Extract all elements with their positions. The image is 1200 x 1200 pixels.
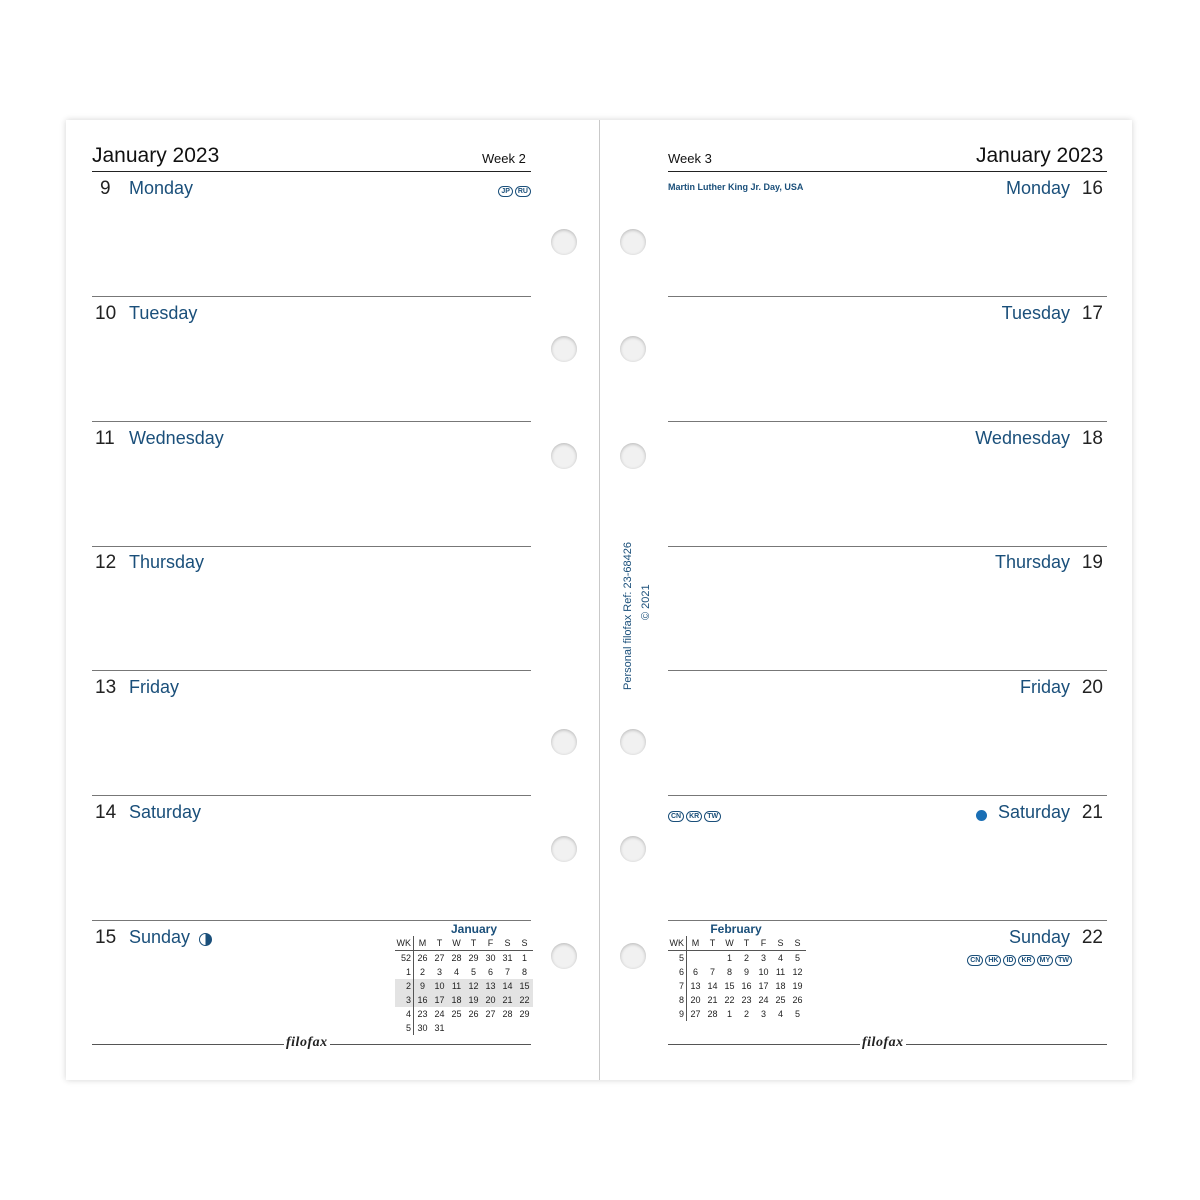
calendar-day: 1 (521, 953, 527, 963)
calendar-day: 28 (451, 953, 462, 963)
day-name: Saturday (997, 802, 1070, 822)
weekday-header: W (721, 936, 738, 951)
calendar-day: 15 (724, 981, 735, 991)
calendar-day: 12 (792, 967, 803, 977)
week-number: 52 (395, 951, 414, 966)
calendar-day: 2 (743, 953, 749, 963)
calendar-week-row (668, 979, 806, 993)
calendar-day: 24 (434, 1009, 445, 1019)
calendar-day: 23 (417, 1009, 428, 1019)
weekday-header: T (431, 936, 448, 951)
punch-hole (551, 729, 577, 755)
calendar-day (704, 951, 721, 966)
day-number: 22 (1081, 927, 1103, 948)
calendar-day: 5 (470, 967, 476, 977)
calendar-day: 29 (519, 1009, 530, 1019)
day-divider (668, 920, 1107, 921)
calendar-day: 3 (760, 1009, 766, 1019)
badge-cn: CN (668, 811, 684, 822)
day-number: 16 (1081, 178, 1103, 199)
calendar-day: 13 (482, 979, 499, 993)
punch-hole (620, 943, 646, 969)
calendar-day: 7 (709, 967, 715, 977)
calendar-day: 27 (485, 1009, 496, 1019)
day-name: Wednesday (975, 428, 1070, 448)
day-divider (92, 421, 531, 422)
calendar-week-row (668, 965, 806, 979)
day-name: Sunday (129, 927, 191, 947)
calendar-day: 16 (414, 993, 432, 1007)
calendar-week-row (395, 1021, 533, 1035)
day-number: 10 (95, 303, 117, 324)
week-number: 7 (668, 979, 687, 993)
holiday-note: Martin Luther King Jr. Day, USA (668, 182, 804, 192)
holiday-badges (965, 949, 1072, 967)
day-divider (668, 296, 1107, 297)
calendar-day: 4 (777, 1009, 783, 1019)
calendar-day: 1 (726, 953, 732, 963)
calendar-day: 7 (504, 967, 510, 977)
spine-copyright: © 2021 (640, 584, 652, 620)
mini-calendar-title: January (450, 922, 498, 936)
weekday-header: W (448, 936, 465, 951)
first-quarter-moon-icon (199, 933, 212, 946)
punch-hole (620, 443, 646, 469)
calendar-day (499, 1021, 516, 1035)
day-number: 12 (95, 552, 117, 573)
calendar-week-row (395, 1007, 533, 1021)
calendar-day: 6 (692, 967, 698, 977)
left-month-title: January 2023 (92, 144, 220, 167)
calendar-day: 9 (743, 967, 749, 977)
calendar-day: 14 (707, 981, 718, 991)
calendar-day (448, 1021, 465, 1035)
badge-tw: TW (704, 811, 721, 822)
calendar-day: 31 (434, 1023, 445, 1033)
day-number: 15 (95, 927, 117, 948)
calendar-week-row (395, 993, 533, 1007)
punch-hole (551, 836, 577, 862)
day-number: 18 (1081, 428, 1103, 449)
day-divider (92, 546, 531, 547)
calendar-day: 28 (707, 1009, 718, 1019)
calendar-day: 14 (499, 979, 516, 993)
calendar-week-row (668, 951, 806, 966)
weekday-header: M (414, 936, 432, 951)
holiday-badges (496, 180, 531, 198)
calendar-week-row (668, 993, 806, 1007)
badge-id: ID (1003, 955, 1016, 966)
calendar-day: 30 (417, 1023, 428, 1033)
calendar-day: 27 (434, 953, 445, 963)
calendar-day: 18 (775, 981, 786, 991)
day-name: Monday (1005, 178, 1070, 198)
calendar-day: 16 (741, 981, 752, 991)
calendar-day: 28 (502, 1009, 513, 1019)
day-name: Tuesday (129, 303, 198, 323)
calendar-day: 12 (465, 979, 482, 993)
day-name: Friday (1019, 677, 1070, 697)
calendar-day: 3 (436, 967, 442, 977)
calendar-day: 11 (448, 979, 465, 993)
week-number: 3 (395, 993, 414, 1007)
day-number: 13 (95, 677, 117, 698)
calendar-day: 8 (521, 967, 527, 977)
day-number: 19 (1081, 552, 1103, 573)
calendar-day: 4 (453, 967, 459, 977)
week-number: 8 (668, 993, 687, 1007)
calendar-day: 19 (792, 981, 803, 991)
calendar-day: 15 (516, 979, 533, 993)
day-name: Wednesday (129, 428, 224, 448)
weekday-header: S (772, 936, 789, 951)
calendar-day: 30 (485, 953, 496, 963)
punch-hole (551, 943, 577, 969)
badge-jp: JP (498, 186, 513, 197)
punch-hole (551, 229, 577, 255)
calendar-day: 26 (792, 995, 803, 1005)
calendar-day: 26 (417, 953, 428, 963)
calendar-day: 18 (448, 993, 465, 1007)
calendar-day (687, 951, 705, 966)
filofax-logo: filofax (286, 1035, 328, 1050)
day-name: Thursday (994, 552, 1070, 572)
page-fold (599, 120, 600, 1080)
day-number: 14 (95, 802, 117, 823)
calendar-day: 13 (690, 981, 701, 991)
calendar-day: 5 (794, 953, 800, 963)
calendar-day: 6 (487, 967, 493, 977)
day-divider (668, 546, 1107, 547)
week-number: 4 (395, 1007, 414, 1021)
day-divider (668, 795, 1107, 796)
day-number: 11 (95, 428, 115, 449)
day-name: Monday (129, 178, 194, 198)
calendar-day: 4 (777, 953, 783, 963)
week-number: 2 (395, 979, 414, 993)
right-month-title: January 2023 (976, 144, 1104, 167)
badge-kr: KR (686, 811, 702, 822)
day-number: 20 (1081, 677, 1103, 698)
weekday-header: S (516, 936, 533, 951)
day-number: 9 (100, 178, 111, 199)
calendar-day: 21 (499, 993, 516, 1007)
calendar-day: 27 (690, 1009, 701, 1019)
week-number: 5 (668, 951, 687, 966)
day-divider (92, 795, 531, 796)
calendar-day: 10 (758, 967, 769, 977)
weekday-header: T (465, 936, 482, 951)
calendar-day: 31 (502, 953, 513, 963)
calendar-day: 5 (794, 1009, 800, 1019)
punch-hole (620, 729, 646, 755)
badge-ru: RU (515, 186, 531, 197)
calendar-day: 22 (724, 995, 735, 1005)
day-name: Friday (129, 677, 180, 697)
holiday-badges (666, 805, 721, 823)
calendar-day: 17 (758, 981, 769, 991)
weekday-header: T (704, 936, 721, 951)
week-number: 5 (395, 1021, 414, 1035)
day-name: Saturday (129, 802, 202, 822)
day-name: Thursday (129, 552, 205, 572)
spine-reference: Personal filofax Ref: 23-68426 (622, 542, 634, 690)
weekday-header: T (738, 936, 755, 951)
weekday-header: S (789, 936, 806, 951)
left-week-label: Week 2 (482, 151, 526, 166)
badge-my: MY (1037, 955, 1054, 966)
weekday-header: S (499, 936, 516, 951)
calendar-day: 25 (451, 1009, 462, 1019)
calendar-day: 23 (741, 995, 752, 1005)
calendar-week-row (395, 979, 533, 993)
calendar-day: 19 (465, 993, 482, 1007)
day-divider (92, 296, 531, 297)
badge-kr: KR (1018, 955, 1034, 966)
week-number: 6 (668, 965, 687, 979)
badge-tw: TW (1055, 955, 1072, 966)
calendar-day: 2 (419, 967, 425, 977)
day-number: 21 (1081, 802, 1103, 823)
day-divider (92, 670, 531, 671)
punch-hole (551, 443, 577, 469)
week-column-header: WK (395, 936, 414, 951)
calendar-day: 20 (482, 993, 499, 1007)
mini-calendar-title: February (710, 922, 762, 936)
week-number: 1 (395, 965, 414, 979)
calendar-week-row (668, 1007, 806, 1021)
weekday-header: F (482, 936, 499, 951)
week-number: 9 (668, 1007, 687, 1021)
february-mini-calendar (668, 922, 806, 1021)
right-week-label: Week 3 (668, 151, 712, 166)
calendar-day: 1 (726, 1009, 732, 1019)
weekday-header: F (755, 936, 772, 951)
day-divider (668, 421, 1107, 422)
day-name: Sunday (1008, 927, 1070, 947)
punch-hole (620, 336, 646, 362)
filofax-logo: filofax (862, 1035, 904, 1050)
calendar-day: 17 (431, 993, 448, 1007)
calendar-day: 25 (775, 995, 786, 1005)
calendar-day: 8 (726, 967, 732, 977)
calendar-day: 29 (468, 953, 479, 963)
calendar-day (482, 1021, 499, 1035)
calendar-day: 24 (758, 995, 769, 1005)
day-divider (668, 670, 1107, 671)
calendar-day: 20 (690, 995, 701, 1005)
calendar-week-row (395, 951, 533, 966)
january-mini-calendar (395, 922, 533, 1035)
calendar-day: 10 (431, 979, 448, 993)
new-moon-icon (976, 810, 987, 821)
calendar-week-row (395, 965, 533, 979)
calendar-day: 21 (707, 995, 718, 1005)
left-header-rule (92, 171, 531, 172)
badge-hk: HK (985, 955, 1001, 966)
calendar-day: 9 (414, 979, 432, 993)
calendar-day: 11 (775, 967, 786, 977)
day-number: 17 (1081, 303, 1103, 324)
punch-hole (620, 229, 646, 255)
weekday-header: M (687, 936, 705, 951)
calendar-day: 22 (516, 993, 533, 1007)
calendar-day (465, 1021, 482, 1035)
punch-hole (620, 836, 646, 862)
day-divider (92, 920, 531, 921)
calendar-day: 3 (760, 953, 766, 963)
calendar-day: 26 (468, 1009, 479, 1019)
week-column-header: WK (668, 936, 687, 951)
day-name: Tuesday (1001, 303, 1070, 323)
calendar-day (516, 1021, 533, 1035)
badge-cn: CN (967, 955, 983, 966)
calendar-day: 2 (743, 1009, 749, 1019)
right-header-rule (668, 171, 1107, 172)
punch-hole (551, 336, 577, 362)
